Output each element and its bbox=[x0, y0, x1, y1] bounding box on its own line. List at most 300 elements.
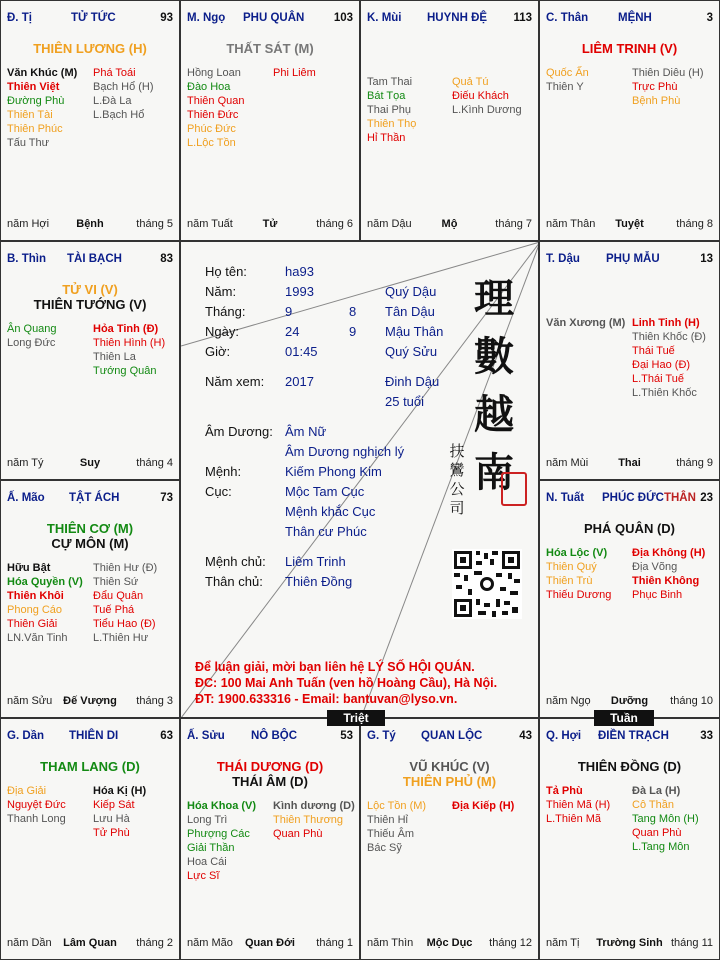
minor-star: Linh Tinh (H) bbox=[632, 317, 700, 329]
minor-star: L.Thiên Mã bbox=[546, 813, 602, 825]
minor-star: Quốc Ấn bbox=[546, 67, 589, 79]
minor-star: Thiên Tài bbox=[7, 109, 53, 121]
palace-name bbox=[67, 253, 122, 265]
minor-star: Lực Sĩ bbox=[187, 870, 220, 882]
minor-star: Kiếp Sát bbox=[93, 799, 135, 811]
menh-value: Kiếm Phong Kim bbox=[285, 464, 382, 479]
palace-year: năm Sửu bbox=[7, 695, 53, 707]
minor-star: Thiếu Âm bbox=[367, 828, 415, 840]
can-chi-values bbox=[385, 282, 443, 412]
cuc-label: Cục: bbox=[205, 484, 232, 499]
minor-star: L.Thái Tuế bbox=[632, 373, 684, 385]
menh-chu-label: Mệnh chủ: bbox=[205, 554, 266, 569]
major-star: THIÊN LƯƠNG (H) bbox=[33, 41, 147, 56]
palace-name-text: QUAN LỘC bbox=[421, 730, 483, 742]
minor-star: Ân Quang bbox=[7, 323, 57, 335]
palace-position: C. Thân bbox=[546, 12, 589, 24]
cuc-value: Mộc Tam Cục bbox=[285, 484, 365, 499]
minor-stars-left bbox=[187, 66, 244, 150]
minor-star: L.Thiên Hư bbox=[93, 632, 149, 644]
contact-info bbox=[195, 659, 497, 707]
palace-name bbox=[602, 492, 696, 504]
palace-footer bbox=[546, 937, 713, 951]
thang-label: Tháng: bbox=[205, 304, 246, 319]
thang-can-chi: Tân Dậu bbox=[385, 304, 435, 319]
minor-stars-right bbox=[93, 784, 146, 840]
seal-char: 扶 bbox=[449, 442, 465, 460]
truong-sinh-stage: Tuyệt bbox=[615, 218, 644, 230]
palace-header bbox=[367, 12, 532, 28]
gio-label: Giờ: bbox=[205, 344, 231, 359]
minor-stars-left bbox=[367, 799, 426, 855]
palace-position: G. Dần bbox=[7, 730, 45, 742]
minor-star: Thiếu Dương bbox=[546, 589, 612, 601]
major-star: CỰ MÔN (M) bbox=[51, 536, 129, 551]
am-duong-relation: Âm Dương nghịch lý bbox=[285, 444, 405, 459]
palace-position: Đ. Tị bbox=[7, 12, 32, 24]
truong-sinh-stage: Suy bbox=[79, 457, 101, 469]
minor-star: L.Tang Môn bbox=[632, 841, 690, 853]
minor-stars-right bbox=[632, 66, 704, 108]
major-star: THÁI DƯƠNG (D) bbox=[216, 759, 324, 774]
nam-can-chi: Quý Dậu bbox=[385, 284, 437, 299]
minor-star: Thiên Mã (H) bbox=[546, 799, 611, 811]
minor-star: Hồng Loan bbox=[187, 67, 241, 79]
nam-xem-can-chi: Đinh Dậu bbox=[385, 374, 440, 389]
palace-name bbox=[598, 730, 669, 742]
minor-star: Thiên Không bbox=[632, 575, 700, 587]
minor-star: Thiên Diêu (H) bbox=[632, 67, 704, 79]
minor-star: Tả Phù bbox=[546, 785, 583, 797]
palace-header bbox=[7, 492, 173, 508]
major-star: THIÊN TƯỚNG (V) bbox=[33, 297, 147, 312]
truong-sinh-stage: Quan Đới bbox=[245, 937, 295, 949]
palace-dan bbox=[0, 718, 180, 960]
palace-position: K. Mùi bbox=[367, 12, 402, 24]
major-star: THAM LANG (D) bbox=[40, 759, 140, 774]
seal-char: 鸞 bbox=[449, 461, 465, 479]
minor-star: Hóa Lộc (V) bbox=[546, 547, 608, 559]
minor-star: Kình dương (D) bbox=[273, 800, 355, 812]
palace-header bbox=[546, 12, 713, 28]
qr-code-icon bbox=[452, 549, 522, 619]
nam-value: 1993 bbox=[285, 284, 314, 299]
minor-stars-left bbox=[367, 75, 416, 145]
minor-star: Tam Thai bbox=[367, 76, 413, 88]
palace-footer bbox=[187, 218, 353, 232]
minor-star: Phong Cáo bbox=[7, 604, 63, 616]
palace-suu bbox=[180, 718, 360, 960]
palace-footer bbox=[7, 937, 173, 951]
palace-name-text: TỬ TỨC bbox=[71, 12, 116, 24]
minor-star: Hóa Kị (H) bbox=[93, 785, 147, 797]
palace-name bbox=[69, 492, 119, 504]
than-chu-label: Thân chủ: bbox=[205, 574, 263, 589]
palace-name bbox=[243, 12, 304, 24]
palace-year: năm Thân bbox=[546, 218, 596, 230]
than-chu-value: Thiên Đồng bbox=[285, 574, 353, 589]
dai-han-number: 53 bbox=[340, 730, 353, 742]
palace-year: năm Ngọ bbox=[546, 695, 591, 707]
minor-star: Trực Phù bbox=[632, 81, 678, 93]
than-marker: THÂN bbox=[663, 492, 696, 504]
minor-stars-right bbox=[632, 784, 699, 854]
minor-star: Lộc Tồn (M) bbox=[367, 800, 427, 812]
palace-position: Ấ. Mão bbox=[7, 492, 45, 504]
palace-footer bbox=[187, 937, 353, 951]
major-star: THIÊN CƠ (M) bbox=[46, 521, 134, 536]
palace-year: năm Tuất bbox=[187, 218, 233, 230]
palace-name bbox=[427, 12, 487, 24]
minor-stars-right bbox=[93, 561, 157, 645]
am-duong-value: Âm Nữ bbox=[285, 424, 327, 439]
palace-month: tháng 10 bbox=[670, 695, 713, 707]
palace-footer bbox=[546, 695, 713, 709]
minor-star: Tướng Quân bbox=[93, 365, 157, 377]
major-star: VŨ KHÚC (V) bbox=[409, 759, 490, 774]
palace-position: G. Tý bbox=[367, 730, 396, 742]
palace-name-text: PHÚC ĐỨC bbox=[602, 492, 664, 504]
palace-footer bbox=[7, 695, 173, 709]
dai-han-number: 93 bbox=[160, 12, 173, 24]
minor-star: Đào Hoa bbox=[187, 81, 231, 93]
major-star: LIÊM TRINH (V) bbox=[581, 41, 678, 56]
palace-month: tháng 9 bbox=[676, 457, 713, 469]
minor-star: Tấu Thư bbox=[7, 137, 50, 149]
minor-star: L.Đà La bbox=[93, 95, 132, 107]
thang-am-value: 8 bbox=[349, 304, 357, 319]
palace-month: tháng 12 bbox=[489, 937, 532, 949]
palace-name-text: HUYNH ĐỆ bbox=[427, 12, 488, 24]
minor-stars-left bbox=[546, 316, 625, 330]
palace-name-text: TẬT ÁCH bbox=[69, 492, 120, 504]
destiny-values bbox=[285, 422, 404, 592]
palace-ty bbox=[360, 718, 539, 960]
minor-star: Quan Phù bbox=[273, 828, 323, 840]
palace-header bbox=[546, 253, 713, 269]
minor-star: Địa Võng bbox=[632, 561, 678, 573]
minor-star: Tử Phù bbox=[93, 827, 130, 839]
nam-xem-value: 2017 bbox=[285, 374, 314, 389]
palace-position: N. Tuất bbox=[546, 492, 585, 504]
minor-star: Thiên Quan bbox=[187, 95, 245, 107]
minor-star: Văn Xương (M) bbox=[546, 317, 626, 329]
triet-marker: Triệt bbox=[327, 710, 385, 726]
minor-star: Phi Liêm bbox=[273, 67, 316, 79]
palace-position: T. Dậu bbox=[546, 253, 580, 265]
minor-star: Địa Không (H) bbox=[632, 547, 706, 559]
truong-sinh-stage: Dưỡng bbox=[610, 695, 649, 707]
truong-sinh-stage: Bệnh bbox=[76, 218, 104, 230]
minor-star: Thiên Giải bbox=[7, 618, 58, 630]
minor-star: Điếu Khách bbox=[452, 90, 509, 102]
palace-header bbox=[546, 492, 713, 508]
palace-name-text: THIÊN DI bbox=[69, 730, 119, 742]
minor-stars-left bbox=[187, 799, 256, 883]
ho-ten-value: ha93 bbox=[285, 264, 314, 279]
minor-star: Phúc Đức bbox=[187, 123, 236, 135]
minor-star: Tuế Phá bbox=[93, 604, 135, 616]
minor-stars-right bbox=[93, 322, 165, 378]
major-star: PHÁ QUÂN (D) bbox=[584, 521, 675, 536]
palace-name bbox=[71, 12, 116, 24]
minor-star: Hữu Bật bbox=[7, 562, 51, 574]
nam-label: Năm: bbox=[205, 284, 237, 299]
minor-stars-left bbox=[546, 66, 589, 94]
minor-star: Địa Kiếp (H) bbox=[452, 800, 515, 812]
minor-star: Hóa Khoa (V) bbox=[187, 800, 257, 812]
ngay-can-chi: Mậu Thân bbox=[385, 324, 444, 339]
major-star: THIÊN ĐỒNG (D) bbox=[577, 759, 682, 774]
palace-mao bbox=[0, 480, 180, 718]
minor-star: Thiên Trù bbox=[546, 575, 593, 587]
calligraphy-char: 越 bbox=[474, 391, 514, 438]
minor-star: Văn Khúc (M) bbox=[7, 67, 78, 79]
minor-star: Lưu Hà bbox=[93, 813, 130, 825]
palace-year: năm Dậu bbox=[367, 218, 412, 230]
minor-star: Thiên Khôi bbox=[7, 590, 64, 602]
palace-year: năm Hợi bbox=[7, 218, 50, 230]
minor-stars-right bbox=[273, 66, 316, 80]
ho-ten-label: Họ tên: bbox=[205, 264, 247, 279]
minor-star: Phượng Các bbox=[187, 828, 250, 840]
red-seal-icon bbox=[501, 472, 527, 506]
palace-ngo bbox=[180, 0, 360, 241]
palace-year: năm Tị bbox=[546, 937, 580, 949]
minor-star: Bệnh Phù bbox=[632, 95, 681, 107]
palace-year: năm Thìn bbox=[367, 937, 414, 949]
calligraphy-char: 數 bbox=[474, 333, 514, 380]
palace-dau bbox=[539, 241, 720, 480]
palace-name-text: ĐIỀN TRẠCH bbox=[598, 730, 669, 742]
minor-star: Bát Tọa bbox=[367, 90, 406, 102]
minor-star: Long Trì bbox=[187, 814, 228, 826]
minor-star: Thiên Hình (H) bbox=[93, 337, 166, 349]
major-star: THÁI ÂM (D) bbox=[232, 774, 308, 789]
palace-month: tháng 5 bbox=[136, 218, 173, 230]
palace-name bbox=[69, 730, 118, 742]
am-duong-label: Âm Dương: bbox=[205, 424, 273, 439]
minor-star: Thiên Hư (Đ) bbox=[93, 562, 158, 574]
minor-star: Tang Môn (H) bbox=[632, 813, 699, 825]
minor-star: Thiên Khốc (Đ) bbox=[632, 331, 706, 343]
palace-name bbox=[251, 730, 297, 742]
minor-star: Cô Thần bbox=[632, 799, 674, 811]
palace-tuat bbox=[539, 480, 720, 718]
menh-chu-value: Liêm Trinh bbox=[285, 554, 346, 569]
nam-xem-label: Năm xem: bbox=[205, 374, 265, 389]
palace-footer bbox=[546, 218, 713, 232]
dai-han-number: 113 bbox=[513, 12, 532, 24]
truong-sinh-stage: Mộc Dục bbox=[426, 937, 473, 949]
menh-label: Mệnh: bbox=[205, 464, 242, 479]
seal-char: 司 bbox=[449, 499, 465, 517]
dai-han-number: 73 bbox=[160, 492, 173, 504]
minor-star: Nguyệt Đức bbox=[7, 799, 66, 811]
minor-star: Giải Thần bbox=[187, 842, 235, 854]
palace-month: tháng 8 bbox=[676, 218, 713, 230]
gio-value: 01:45 bbox=[285, 344, 318, 359]
palace-name-text: NÔ BỘC bbox=[251, 730, 297, 742]
truong-sinh-stage: Lâm Quan bbox=[63, 937, 117, 949]
minor-star: Thai Phụ bbox=[367, 104, 412, 116]
palace-year: năm Mùi bbox=[546, 457, 589, 469]
ngay-label: Ngày: bbox=[205, 324, 239, 339]
than-cu-value: Thân cư Phúc bbox=[285, 524, 367, 539]
truong-sinh-stage: Mộ bbox=[441, 218, 458, 230]
dai-han-number: 3 bbox=[706, 12, 713, 24]
palace-footer bbox=[546, 457, 713, 471]
palace-position: Q. Hợi bbox=[546, 730, 582, 742]
palace-month: tháng 2 bbox=[136, 937, 173, 949]
major-star: THẤT SÁT (M) bbox=[226, 41, 314, 56]
minor-stars-left bbox=[7, 784, 66, 826]
palace-ti bbox=[0, 0, 180, 241]
birth-info-values bbox=[285, 262, 318, 392]
truong-sinh-stage: Thai bbox=[618, 457, 641, 469]
minor-star: Phục Binh bbox=[632, 589, 683, 601]
dai-han-number: 13 bbox=[700, 253, 713, 265]
palace-name bbox=[421, 730, 482, 742]
tuoi-value: 25 tuổi bbox=[385, 394, 425, 409]
cuc-relation: Mệnh khắc Cục bbox=[285, 504, 376, 519]
palace-name-text: PHỤ MẪU bbox=[606, 253, 660, 265]
calligraphy-seal-text bbox=[447, 442, 467, 518]
palace-header bbox=[367, 730, 532, 746]
palace-name-text: MỆNH bbox=[618, 12, 652, 24]
dai-han-number: 23 bbox=[700, 492, 713, 504]
minor-stars-left bbox=[546, 784, 610, 826]
palace-year: năm Tý bbox=[7, 457, 44, 469]
minor-star: Đường Phù bbox=[7, 95, 65, 107]
dai-han-number: 83 bbox=[160, 253, 173, 265]
palace-month: tháng 7 bbox=[495, 218, 532, 230]
calligraphy-logo bbox=[469, 270, 519, 502]
minor-star: Đà La (H) bbox=[632, 785, 681, 797]
minor-stars-right bbox=[632, 316, 706, 400]
truong-sinh-stage: Tử bbox=[262, 218, 278, 230]
palace-year: năm Mão bbox=[187, 937, 233, 949]
palace-footer bbox=[7, 457, 173, 471]
minor-star: Thiên Thương bbox=[273, 814, 344, 826]
palace-name bbox=[618, 12, 652, 24]
palace-name-text: PHU QUÂN bbox=[243, 12, 305, 24]
minor-star: L.Bạch Hổ bbox=[93, 109, 145, 121]
palace-header bbox=[7, 12, 173, 28]
palace-header bbox=[7, 730, 173, 746]
palace-than bbox=[539, 0, 720, 241]
calligraphy-char: 南 bbox=[474, 449, 514, 496]
thang-value: 9 bbox=[285, 304, 293, 319]
palace-year: năm Dần bbox=[7, 937, 52, 949]
minor-stars-left bbox=[546, 546, 611, 602]
palace-month: tháng 3 bbox=[136, 695, 173, 707]
palace-header bbox=[187, 730, 353, 746]
minor-star: Long Đức bbox=[7, 337, 56, 349]
truong-sinh-stage: Đế Vượng bbox=[63, 695, 117, 707]
dai-han-number: 43 bbox=[519, 730, 532, 742]
minor-star: Thiên Quý bbox=[546, 561, 597, 573]
minor-star: L.Thiên Khốc bbox=[632, 387, 697, 399]
center-info-panel bbox=[180, 241, 539, 718]
palace-name bbox=[606, 253, 660, 265]
minor-star: Địa Giải bbox=[7, 785, 47, 797]
minor-star: Thiên Việt bbox=[7, 81, 60, 93]
minor-star: Thiên Hỉ bbox=[367, 814, 408, 826]
palace-header bbox=[187, 12, 353, 28]
palace-footer bbox=[367, 937, 532, 951]
contact-line-1: Để luận giải, mời bạn liên hệ LÝ SỐ HỘI QUÁN. bbox=[195, 660, 475, 674]
palace-position: B. Thìn bbox=[7, 253, 46, 265]
palace-header bbox=[7, 253, 173, 269]
seal-char: 公 bbox=[449, 480, 465, 498]
minor-star: Hoa Cái bbox=[187, 856, 227, 868]
minor-star: Thiên Y bbox=[546, 81, 584, 93]
palace-hoi bbox=[539, 718, 720, 960]
minor-star: Thái Tuế bbox=[632, 345, 675, 357]
minor-stars-left bbox=[7, 561, 83, 645]
truong-sinh-stage: Trường Sinh bbox=[596, 937, 663, 949]
palace-month: tháng 1 bbox=[316, 937, 353, 949]
minor-star: Tiểu Hao (Đ) bbox=[93, 618, 156, 630]
ngay-am-value: 9 bbox=[349, 324, 357, 339]
major-star: TỬ VI (V) bbox=[62, 282, 118, 297]
major-star: THIÊN PHỦ (M) bbox=[402, 774, 497, 789]
minor-star: Thiên Sứ bbox=[93, 576, 139, 588]
minor-star: L.Lộc Tồn bbox=[187, 137, 236, 149]
minor-star: Đại Hao (Đ) bbox=[632, 359, 691, 371]
minor-star: Quả Tú bbox=[452, 76, 489, 88]
palace-position: M. Ngọ bbox=[187, 12, 226, 24]
tuan-marker: Tuần bbox=[594, 710, 654, 726]
dai-han-number: 33 bbox=[700, 730, 713, 742]
minor-star: Thiên La bbox=[93, 351, 136, 363]
minor-star: Thiên Thọ bbox=[367, 118, 417, 130]
palace-thin bbox=[0, 241, 180, 480]
minor-stars-right bbox=[93, 66, 154, 122]
palace-footer bbox=[7, 218, 173, 232]
dai-han-number: 63 bbox=[160, 730, 173, 742]
minor-star: Thiên Phúc bbox=[7, 123, 63, 135]
minor-star: Bạch Hổ (H) bbox=[93, 81, 154, 93]
minor-stars-left bbox=[7, 66, 77, 150]
palace-position: Ấ. Sửu bbox=[187, 730, 225, 742]
minor-star: Quan Phù bbox=[632, 827, 682, 839]
gio-can-chi: Quý Sửu bbox=[385, 344, 438, 359]
destiny-labels bbox=[205, 422, 273, 592]
palace-month: tháng 11 bbox=[670, 937, 713, 949]
minor-stars-right bbox=[273, 799, 355, 841]
calligraphy-char: 理 bbox=[474, 275, 514, 322]
contact-address: ĐC: 100 Mai Anh Tuấn (ven hồ Hoàng Cầu), Hà Nội. bbox=[195, 676, 498, 690]
palace-header bbox=[546, 730, 713, 746]
minor-star: Hỉ Thần bbox=[367, 132, 406, 144]
minor-star: Thanh Long bbox=[7, 813, 66, 825]
birth-info-labels bbox=[205, 262, 264, 392]
minor-stars-right bbox=[632, 546, 705, 602]
minor-stars-left bbox=[7, 322, 57, 350]
lunar-values bbox=[349, 302, 356, 342]
palace-mui bbox=[360, 0, 539, 241]
ngay-value: 24 bbox=[285, 324, 300, 339]
minor-star: Thiên Đức bbox=[187, 109, 239, 121]
palace-footer bbox=[367, 218, 532, 232]
minor-star: Đẩu Quân bbox=[93, 590, 144, 602]
palace-month: tháng 4 bbox=[136, 457, 173, 469]
minor-star: LN.Văn Tinh bbox=[7, 632, 68, 644]
minor-star: Bác Sỹ bbox=[367, 842, 402, 854]
minor-star: Hóa Quyền (V) bbox=[7, 576, 83, 588]
